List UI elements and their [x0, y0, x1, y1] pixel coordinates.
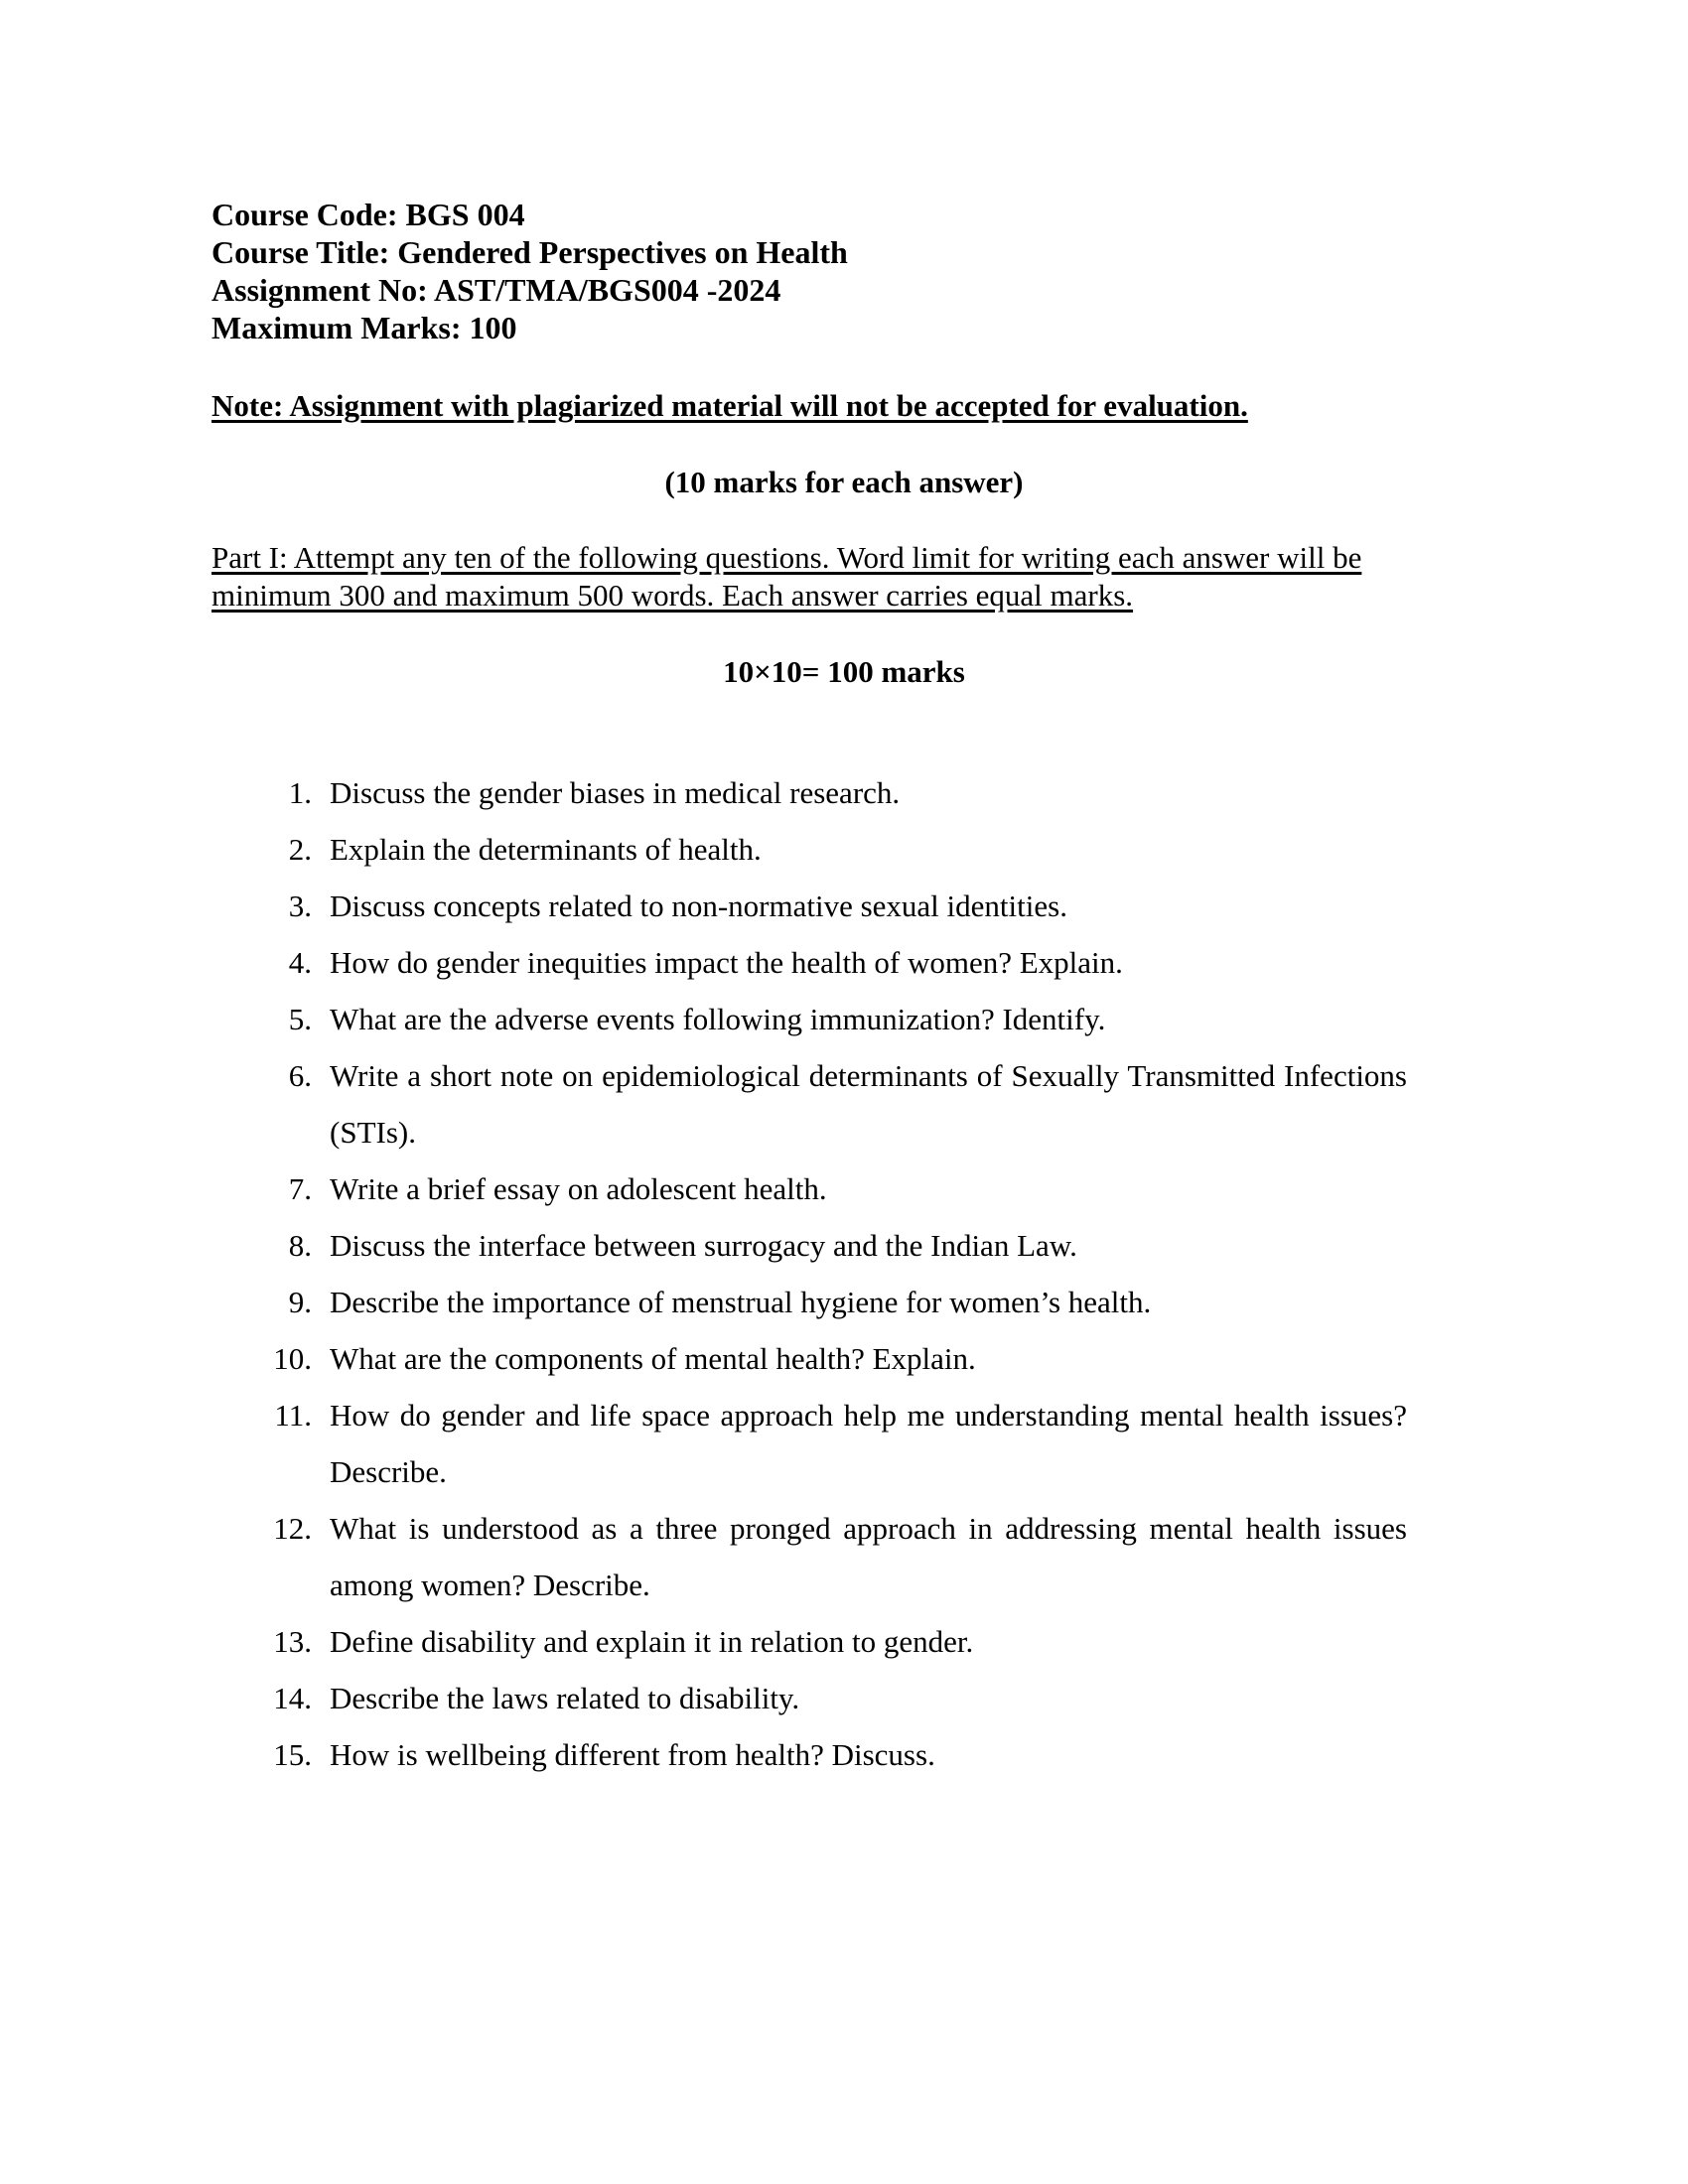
question-number: 4. — [288, 945, 312, 980]
question-item — [255, 1217, 1407, 1274]
question-text: What are the adverse events following immunization? Identify. — [330, 1002, 1106, 1036]
question-number: 11. — [274, 1398, 312, 1433]
question-item — [255, 764, 1407, 821]
question-text: Discuss the gender biases in medical research. — [330, 775, 901, 810]
question-text: Describe the laws related to disability. — [330, 1681, 800, 1715]
question-item — [255, 1330, 1407, 1387]
question-text: Explain the determinants of health. — [330, 832, 762, 867]
question-text: How do gender inequities impact the health of women? Explain. — [330, 945, 1123, 980]
marks-per-answer: (10 marks for each answer) — [664, 465, 1024, 499]
question-list — [255, 764, 1407, 1783]
course-code: Course Code: BGS 004 — [211, 197, 525, 232]
assignment-header — [211, 196, 1502, 346]
question-text: How do gender and life space approach help me understanding mental health issues? Describe. — [330, 1398, 1407, 1489]
question-text: Define disability and explain it in relation to gender. — [330, 1624, 974, 1659]
question-number: 6. — [288, 1058, 312, 1093]
question-number: 10. — [273, 1341, 312, 1376]
question-number: 13. — [273, 1624, 312, 1659]
question-text: What is understood as a three pronged approach in addressing mental health issues among women? Describe. — [330, 1511, 1407, 1602]
question-text: Discuss the interface between surrogacy and the Indian Law. — [330, 1228, 1077, 1263]
question-text: What are the components of mental health? Explain. — [330, 1341, 976, 1376]
question-text: Describe the importance of menstrual hygiene for women’s health. — [330, 1285, 1152, 1319]
question-item — [255, 1047, 1407, 1160]
question-item — [255, 1160, 1407, 1217]
question-item — [255, 1387, 1407, 1500]
question-number: 1. — [288, 775, 312, 810]
question-number: 5. — [288, 1002, 312, 1036]
plagiarism-note: Note: Assignment with plagiarized material will not be accepted for evaluation. — [211, 388, 1248, 423]
question-item — [255, 991, 1407, 1047]
course-title: Course Title: Gendered Perspectives on Health — [211, 234, 848, 270]
question-text: Discuss concepts related to non-normative sexual identities. — [330, 888, 1067, 923]
question-item — [255, 821, 1407, 878]
question-item — [255, 1670, 1407, 1726]
maximum-marks: Maximum Marks: 100 — [211, 310, 517, 345]
question-item — [255, 1726, 1407, 1783]
question-item — [255, 1274, 1407, 1330]
total-marks: 10×10= 100 marks — [723, 654, 965, 689]
question-number: 7. — [288, 1171, 312, 1206]
question-text: How is wellbeing different from health? Discuss. — [330, 1737, 935, 1772]
question-number: 14. — [273, 1681, 312, 1715]
question-number: 12. — [273, 1511, 312, 1546]
assignment-number: Assignment No: AST/TMA/BGS004 -2024 — [211, 272, 781, 308]
question-text: Write a brief essay on adolescent health. — [330, 1171, 827, 1206]
question-item — [255, 878, 1407, 934]
part-instructions: Part I: Attempt any ten of the following questions. Word limit for writing each answer will be minimum 300 and maximum 500 words. Each answer carries equal marks. — [211, 540, 1362, 613]
question-number: 2. — [288, 832, 312, 867]
question-number: 3. — [288, 888, 312, 923]
question-item — [255, 1613, 1407, 1670]
question-number: 15. — [273, 1737, 312, 1772]
question-number: 8. — [288, 1228, 312, 1263]
question-item — [255, 934, 1407, 991]
question-text: Write a short note on epidemiological determinants of Sexually Transmitted Infections (STIs). — [330, 1058, 1407, 1150]
question-number: 9. — [288, 1285, 312, 1319]
question-item — [255, 1500, 1407, 1613]
